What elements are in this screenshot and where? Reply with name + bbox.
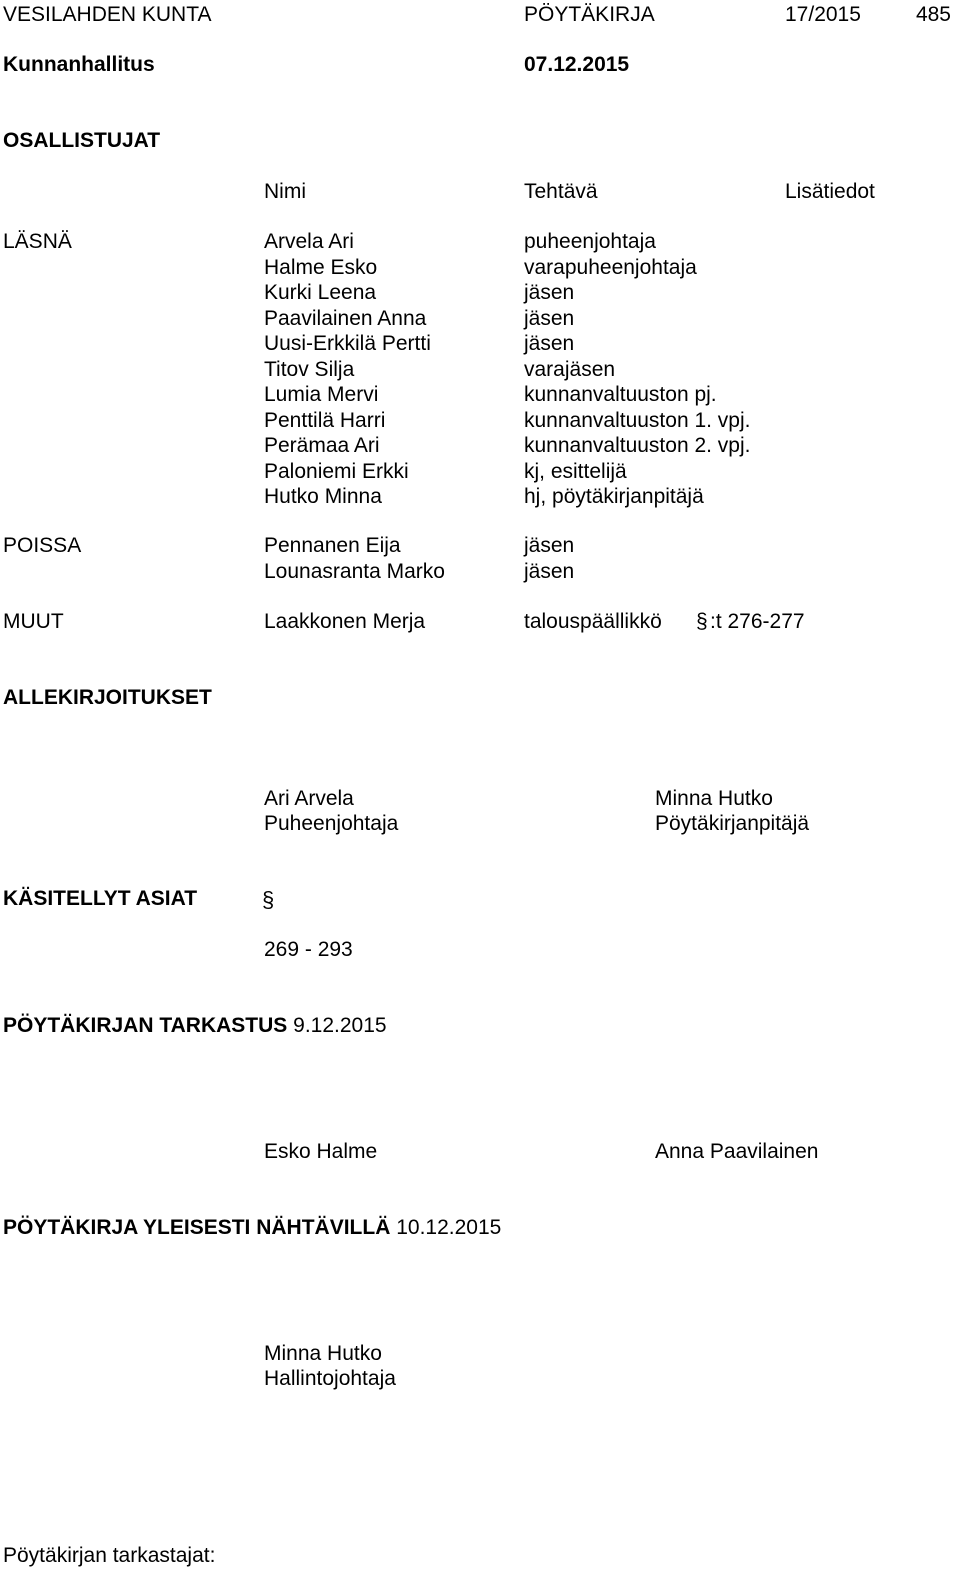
participant-role: kunnanvaltuuston 1. vpj. [524,408,751,432]
participant-role: talouspäällikkö [524,610,662,633]
participant-role: jäsen [524,306,575,330]
participant-role: kunnanvaltuuston 2. vpj. [524,434,751,457]
participant-role: hj, pöytäkirjanpitäjä [524,485,704,508]
chair-name: Ari Arvela [264,787,354,810]
participant-name: Halme Esko [264,255,378,279]
review-line [3,1013,387,1038]
absent-names-list [264,533,445,584]
absent-roles-list [524,533,574,584]
column-header-name: Nimi [264,180,306,203]
official-name: Minna Hutko [264,1342,382,1365]
participant-role: kunnanvaltuuston pj. [524,383,717,406]
secretary-title: Pöytäkirjanpitäjä [655,812,810,835]
public-display-heading: PÖYTÄKIRJA YLEISESTI NÄHTÄVILLÄ [3,1216,391,1239]
section-sign-icon: § [696,610,708,633]
document-type: PÖYTÄKIRJA [524,3,655,26]
official-title: Hallintojohtaja [264,1367,396,1390]
participant-role: kj, esittelijä [524,459,627,483]
present-names-list [264,229,431,510]
participant-role: jäsen [524,534,575,557]
participant-name: Arvela Ari [264,230,354,253]
participant-name: Penttilä Harri [264,408,386,432]
participants-heading: OSALLISTUJAT [3,129,161,152]
secretary-name: Minna Hutko [655,787,773,810]
reviewer-1: Esko Halme [264,1140,378,1163]
participant-role: jäsen [524,559,575,583]
participant-name: Kurki Leena [264,281,377,304]
participant-name: Paavilainen Anna [264,306,427,330]
document-number: 17/2015 [785,3,861,26]
footer-reviewers-label: Pöytäkirjan tarkastajat: [3,1544,216,1567]
participant-role: puheenjohtaja [524,230,656,253]
review-date: 9.12.2015 [293,1014,387,1037]
absent-label: POISSA [3,534,82,557]
participant-name: Paloniemi Erkki [264,459,409,483]
participant-name: Laakkonen Merja [264,610,426,633]
participant-name: Perämaa Ari [264,434,380,457]
participant-name: Hutko Minna [264,485,382,508]
handled-items-heading: KÄSITELLYT ASIAT [3,887,198,910]
handled-items-range: 269 - 293 [264,938,353,961]
body-name: Kunnanhallitus [3,53,155,76]
meeting-date: 07.12.2015 [524,53,630,76]
present-label: LÄSNÄ [3,230,72,253]
chair-title: Puheenjohtaja [264,812,399,835]
signatures-heading: ALLEKIRJOITUKSET [3,686,212,709]
page-number: 485 [915,3,951,26]
public-display-line [3,1215,501,1240]
municipality-name: VESILAHDEN KUNTA [3,3,212,26]
participant-role: varajäsen [524,357,616,381]
review-heading: PÖYTÄKIRJAN TARKASTUS [3,1014,288,1037]
participant-name: Lounasranta Marko [264,559,445,583]
present-roles-list [524,229,751,510]
reviewer-2: Anna Paavilainen [655,1140,819,1163]
section-sign-icon: § [262,887,275,912]
public-display-date: 10.12.2015 [396,1216,502,1239]
participant-info: :t 276-277 [710,610,805,633]
participant-name: Pennanen Eija [264,534,401,557]
participant-name: Titov Silja [264,357,355,381]
column-header-info: Lisätiedot [785,180,875,203]
column-header-role: Tehtävä [524,180,598,203]
participant-name: Lumia Mervi [264,383,379,406]
participant-name: Uusi-Erkkilä Pertti [264,332,431,355]
others-label: MUUT [3,610,64,633]
participant-role: jäsen [524,281,575,304]
participant-role: varapuheenjohtaja [524,255,697,279]
participant-role: jäsen [524,332,575,355]
